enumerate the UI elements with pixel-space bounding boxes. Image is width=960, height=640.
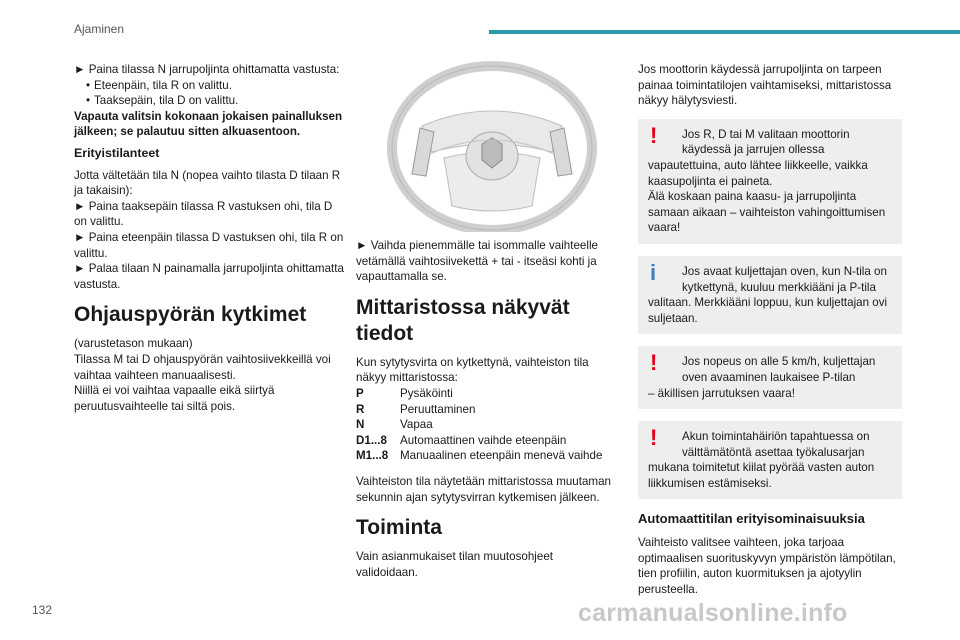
box-text: – äkillisen jarrutuksen vaara! (648, 386, 795, 400)
warning-box (638, 346, 902, 409)
paddle-plus (550, 128, 572, 176)
table-row (356, 433, 602, 449)
box-text: Jos nopeus on alle 5 km/h, kuljettajan oven avaaminen laukaisee P-tilan (682, 355, 876, 384)
box-text: Jos avaat kuljettajan oven, kun N-tila on kytkettynä, kuuluu merkkiääni ja P-tila (682, 264, 887, 294)
table-row (356, 448, 602, 464)
section-heading-operation: Toiminta (356, 516, 442, 540)
mode-key: M1...8 (356, 449, 389, 463)
warning-exclamation-icon: ! (650, 350, 658, 376)
paragraph: Jotta vältetään tila N (nopea vaihto tilasta D tilaan R ja takaisin): (74, 168, 341, 198)
mode-desc: Peruuttaminen (400, 402, 476, 416)
paddle-minus (412, 128, 434, 176)
column-2 (356, 238, 618, 580)
table-row (356, 402, 602, 418)
watermark: carmanualsonline.info (578, 599, 848, 627)
warning-box (638, 119, 902, 244)
warning-exclamation-icon: ! (650, 122, 658, 148)
section-heading-instrument-info: Mittaristossa näkyvät tiedot (356, 295, 570, 345)
steering-wheel-illustration (382, 56, 602, 232)
warning-exclamation-icon: ! (650, 425, 658, 451)
box-text: vapautettuina, auto lähtee liikkeelle, vaikka kaasupoljinta ei paineta. (648, 158, 868, 188)
paragraph: Vaihteisto valitsee vaihteen, joka tarjoaa optimaalisen suorituskyvyn ympäristön lämpötilan, tien profiilin, auton kuormituksen ja ajotyylin perusteella. (638, 536, 896, 596)
warning-box (638, 421, 902, 499)
mode-key: N (356, 418, 365, 432)
mode-desc: Pysäköinti (400, 386, 453, 400)
box-text: Jos R, D tai M valitaan moottorin käydessä ja jarrujen ollessa (682, 127, 850, 157)
paragraph: Kun sytytysvirta on kytkettynä, vaihteiston tila näkyy mittaristossa: (356, 355, 589, 385)
mode-key: P (356, 386, 364, 400)
table-row (356, 386, 602, 402)
paragraph: Jos moottorin käydessä jarrupoljinta on tarpeen painaa toimintatilojen vaihtamiseksi, mittaristossa näkyy hälytysviesti. (638, 63, 892, 108)
box-text: valitaan. Merkkiääni loppuu, kun kuljettajan ovi suljetaan. (648, 296, 888, 325)
section-heading-auto-mode: Automaattitilan erityisominaisuuksia (638, 511, 865, 527)
column-3 (638, 62, 902, 597)
bullet-item: • Taaksepäin, tila D on valittu. (74, 93, 344, 109)
mode-key: R (356, 402, 365, 416)
info-icon: i (650, 259, 657, 285)
paragraph: ► Vaihda pienemmälle tai isommalle vaihteelle vetämällä vaihtosiivekettä + tai - itseäsi kohti ja vapauttamalla se. (356, 239, 598, 284)
paragraph: Vain asianmukaiset tilan muutosohjeet validoidaan. (356, 550, 553, 579)
paragraph: ► Paina tilassa N jarrupoljinta ohittamatta vastusta: (74, 63, 340, 76)
paragraph: Tilassa M tai D ohjauspyörän vaihtosiivekkeillä voi vaihtaa vaihteen manuaalisesti. (74, 352, 331, 382)
paragraph: ► Paina taaksepäin tilassa R vastuksen ohi, tila D on valittu. (74, 199, 333, 229)
info-box (638, 256, 902, 334)
paragraph: Vaihteiston tila näytetään mittaristossa muutaman sekunnin ajan sytytysvirran kytkemisen jälkeen. (356, 474, 611, 504)
box-text: Älä koskaan paina kaasu- ja jarrupoljinta samaan aikaan – vaihteiston vahingoittumisen vaara! (648, 190, 886, 235)
mode-desc: Manuaalinen eteenpäin menevä vaihde (400, 449, 603, 463)
paragraph: Niillä ei voi vaihtaa vapaalle eikä siirtyä peruutusvaihteelle tai siltä pois. (74, 384, 275, 413)
bullet-item: • Eteenpäin, tila R on valittu. (74, 78, 344, 94)
paragraph: ► Palaa tilaan N painamalla jarrupoljinta ohittamatta vastusta. (74, 262, 344, 291)
column-1 (74, 62, 344, 414)
box-text: mukana toimitetut kiilat pyörää vasten auton liikkumisen estämiseksi. (648, 461, 875, 490)
box-text: Akun toimintahäiriön tapahtuessa on välttämätöntä asettaa työkalusarjan (682, 430, 870, 459)
paragraph: (varustetason mukaan) (74, 337, 193, 351)
subheading-special-situations: Erityistilanteet (74, 145, 160, 160)
mode-desc: Vapaa (400, 418, 433, 432)
header-rule (489, 30, 960, 34)
mode-key: D1...8 (356, 433, 387, 447)
bold-note: Vapauta valitsin kokonaan jokaisen painalluksen jälkeen; se palautuu sitten alkuasentoon. (74, 109, 343, 139)
header-title: Ajaminen (74, 22, 125, 36)
gear-modes-table (356, 386, 602, 464)
paragraph: ► Paina eteenpäin tilassa D vastuksen ohi, tila R on valittu. (74, 230, 344, 260)
section-heading-steering-paddles: Ohjauspyörän kytkimet (74, 303, 307, 327)
table-row (356, 417, 602, 433)
page-number: 132 (32, 603, 53, 617)
mode-desc: Automaattinen vaihde eteenpäin (400, 433, 567, 447)
